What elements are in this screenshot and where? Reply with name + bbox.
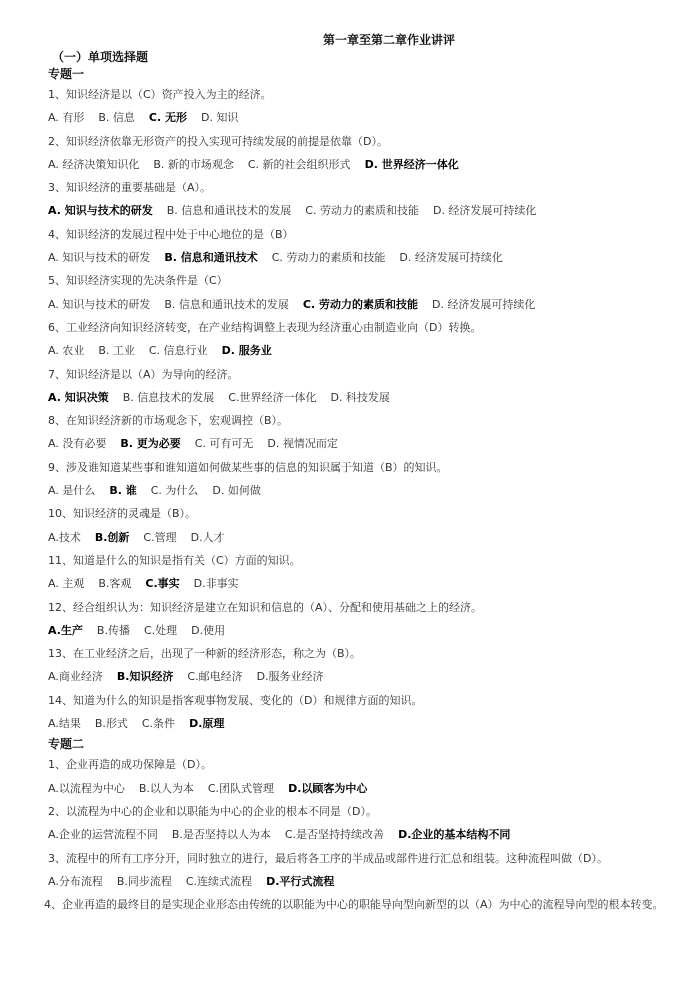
question-text: 4、知识经济的发展过程中处于中心地位的是（B） [48,227,294,241]
answer-option: C.是否坚持持续改善 [284,828,385,842]
answer-option: B. 信息和通讯技术 [164,251,258,265]
answer-option: B. 工业 [98,344,135,358]
answer-option: A.商业经济 [48,670,103,684]
options-row [48,293,670,316]
options-row [48,870,670,893]
answer-option: C. 可有可无 [194,437,254,451]
answer-option: D. 经济发展可持续化 [431,297,536,311]
question-text: 10、知识经济的灵魂是（B）。 [48,507,197,521]
answer-option: B. 信息技术的发展 [122,390,215,404]
answer-option: A. 经济决策知识化 [48,157,140,171]
answer-option: C.邮电经济 [187,670,243,684]
answer-option: B. 新的市场观念 [153,157,234,171]
question-text: 2、知识经济依靠无形资产的投入实现可持续发展的前提是依靠（D）。 [48,134,388,148]
answer-option: A. 知识与技术的研发 [48,251,151,265]
answer-option: A. 没有必要 [48,437,107,451]
options-row [48,479,670,502]
answer-option: B.创新 [94,530,130,544]
answer-option: C.处理 [143,623,178,637]
answer-option: C.团队式管理 [207,781,275,795]
answer-option: A.生产 [48,623,83,637]
question-text: 9、涉及谁知道某些事和谁知道如何做某些事的信息的知识属于知道（B）的知识。 [48,460,448,474]
answer-option: B.传播 [96,623,130,637]
answer-option: C.管理 [143,530,177,544]
answer-option: D. 知识 [200,111,239,125]
answer-option: D. 如何做 [212,484,261,498]
answer-option: C. 为什么 [150,484,199,498]
options-row [48,619,670,642]
answer-option: C. 无形 [148,111,187,125]
answer-option: A.分布流程 [48,874,103,888]
answer-option: A. 知识与技术的研发 [48,297,151,311]
options-row [48,386,670,409]
question-text: 2、以流程为中心的企业和以职能为中心的企业的根本不同是（D）。 [48,804,377,818]
answer-option: A.结果 [48,717,81,731]
answer-option: D.以顾客为中心 [288,781,368,795]
options-row [48,777,670,800]
question-text: 3、知识经济的重要基础是（A）。 [48,181,212,195]
options-row [48,823,670,846]
answer-option: A.企业的运营流程不同 [48,828,158,842]
answer-option: D. 经济发展可持续化 [399,251,503,265]
answer-option: D.平行式流程 [266,874,335,888]
answer-option: D.企业的基本结构不同 [398,828,511,842]
options-row [48,153,670,176]
options-row [48,526,670,549]
answer-option: C. 劳动力的素质和技能 [271,251,386,265]
question-text: 7、知识经济是以（A）为导向的经济。 [48,367,239,381]
topic-heading: 专题一 [48,67,85,81]
answer-option: D. 经济发展可持续化 [432,204,537,218]
answer-option: A. 知识与技术的研发 [48,204,153,218]
options-row [48,339,670,362]
document-body [44,65,670,916]
answer-option: D. 科技发展 [330,390,390,404]
answer-option: D.人才 [190,530,225,544]
answer-option: C. 劳动力的素质和技能 [302,297,418,311]
question-text: 6、工业经济向知识经济转变，在产业结构调整上表现为经济重心由制造业向（D）转换。 [48,320,482,334]
answer-option: D. 世界经济一体化 [364,157,459,171]
answer-option: C.世界经济一体化 [228,390,317,404]
answer-option: B.形式 [94,717,128,731]
answer-option: B.知识经济 [116,670,174,684]
answer-option: C.条件 [141,717,176,731]
answer-option: A. 是什么 [48,484,96,498]
answer-option: A. 农业 [48,344,85,358]
answer-option: A. 主观 [48,577,85,591]
answer-option: D.使用 [191,623,226,637]
answer-option: C. 劳动力的素质和技能 [305,204,419,218]
answer-option: B. 信息和通讯技术的发展 [166,204,292,218]
question-text: 8、在知识经济新的市场观念下，宏观调控（B）。 [48,414,289,428]
answer-option: C. 信息行业 [148,344,208,358]
question-text: 5、知识经济实现的先决条件是（C） [48,274,228,288]
answer-option: C.连续式流程 [185,874,253,888]
answer-option: A.以流程为中心 [48,781,125,795]
options-row [48,106,670,129]
answer-option: D. 视情况而定 [267,437,338,451]
answer-option: B.客观 [98,577,132,591]
question-text: 12、经合组织认为：知识经济是建立在知识和信息的（A）、分配和使用基础之上的经济。 [48,600,483,614]
question-text: 1、知识经济是以（C）资产投入为主的经济。 [48,88,272,101]
answer-option: D.原理 [189,717,225,731]
answer-option: B. 谁 [109,484,137,498]
answer-option: B. 信息和通讯技术的发展 [164,297,289,311]
answer-option: B.是否坚持以人为本 [171,828,271,842]
question-text: 3、流程中的所有工序分开，同时独立的进行，最后将各工序的半成品或部件进行汇总和组装。这种流程叫做（D）。 [48,851,608,865]
answer-option: D. 服务业 [221,344,272,358]
answer-option: D.非事实 [193,577,239,591]
topic-heading: 专题二 [48,737,85,752]
answer-option: B. 更为必要 [120,437,181,451]
options-row [48,432,670,455]
answer-option: A.技术 [48,530,81,544]
options-row [48,199,670,222]
options-row [48,246,670,269]
question-text: 4、企业再造的最终目的是实现企业形态由传统的以职能为中心的职能导向型向新型的以（A）为中心的流程导向型的根本转变。 [44,898,664,912]
answer-option: B.同步流程 [116,874,172,888]
answer-option: A. 有形 [48,111,85,125]
answer-option: D.服务业经济 [256,670,324,684]
answer-option: C.事实 [145,577,180,591]
question-text: 13、在工业经济之后，出现了一种新的经济形态，称之为（B）。 [48,647,362,661]
answer-option: B.以人为本 [138,781,194,795]
options-row [48,572,670,595]
question-text: 1、企业再造的成功保障是（D）。 [48,758,212,772]
question-text: 14、知道为什么的知识是指客观事物发展、变化的（D）和规律方面的知识。 [48,693,423,707]
document-title: 第一章至第二章作业讲评 [322,33,455,47]
answer-option: C. 新的社会组织形式 [247,157,351,171]
question-text: 11、知道是什么的知识是指有关（C）方面的知识。 [48,553,301,567]
options-row [48,712,670,735]
section-heading: （一）单项选择题 [52,50,149,64]
answer-option: A. 知识决策 [48,390,109,404]
answer-option: B. 信息 [98,111,135,125]
options-row [48,665,670,688]
